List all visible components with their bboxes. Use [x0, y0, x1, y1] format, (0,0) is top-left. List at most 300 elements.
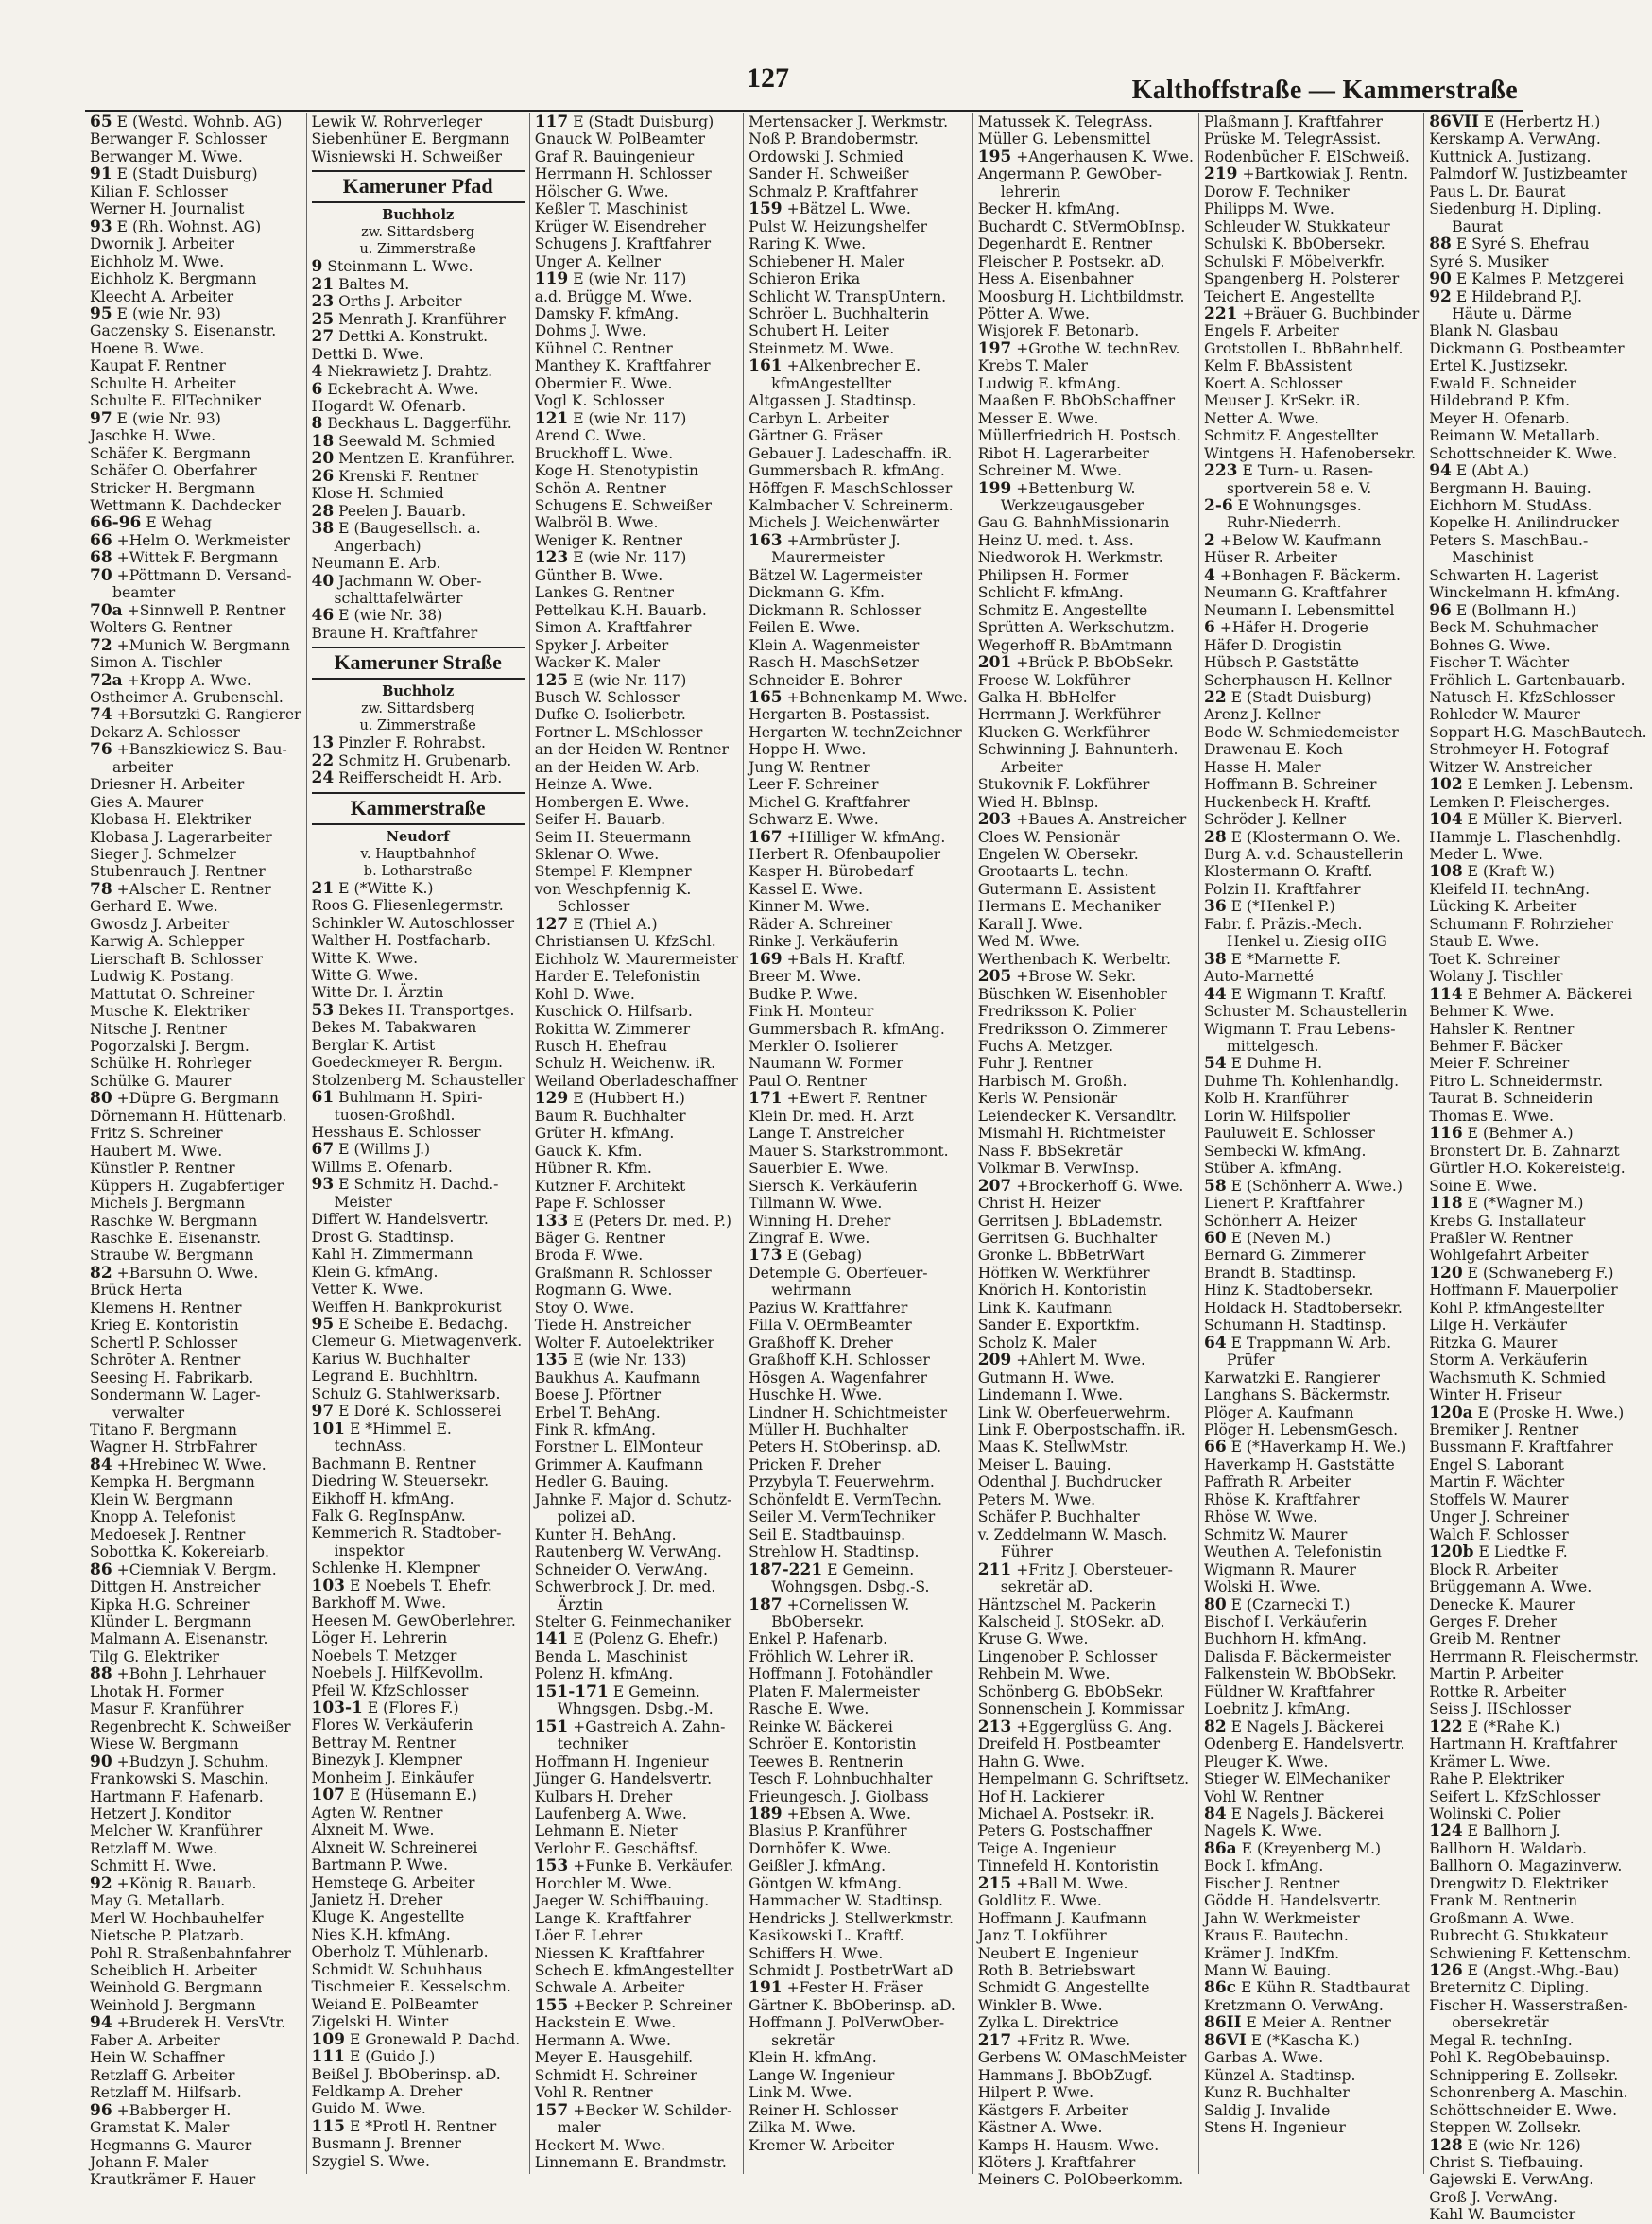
resident-entry: Hölscher G. Wwe.: [534, 182, 669, 200]
resident-entry: Jaschke H. Wwe.: [90, 427, 216, 445]
resident-entry: Wisjorek F. Betonarb.: [977, 322, 1140, 340]
house-number: 97: [90, 408, 112, 428]
house-entry: [1429, 602, 1646, 619]
resident-entry: Schreiner M. Wwe.: [977, 462, 1123, 480]
house-number: 88: [1429, 234, 1452, 254]
directory-column: [1423, 112, 1651, 2224]
resident-entry: Pötter A. Wwe.: [977, 304, 1090, 322]
house-entry-text: Reifferscheidt H. Arb.: [334, 769, 503, 787]
house-entry: [1204, 619, 1419, 636]
resident-entry: Tinnefeld H. Kontoristin: [977, 1857, 1159, 1875]
resident-entry: Hoffmann B. Schreiner: [1204, 776, 1377, 794]
resident-entry: Karall J. Wwe.: [977, 915, 1083, 933]
resident-entry: Barkhoff M. Wwe.: [311, 1595, 447, 1612]
resident-entry: Kelm F. BbAssistent: [1204, 357, 1352, 375]
house-number: 76: [90, 740, 112, 760]
resident-entry: Baum R. Buchhalter: [534, 1107, 686, 1125]
house-entry-text: +Helm O. Werkmeister: [112, 531, 290, 549]
resident-entry: Engel S. Laborant: [1429, 1456, 1564, 1474]
house-entry-text: Schmitz H. Grubenarb.: [334, 751, 512, 769]
house-entry-text: E Trappmann W. Arb.: [1226, 1334, 1392, 1352]
resident-entry: Raschke E. Eisenanstr.: [90, 1230, 262, 1247]
resident-entry: Noß P. Brandobermstr.: [749, 130, 919, 148]
resident-entry: Krautkrämer F. Hauer: [90, 2171, 256, 2189]
house-entry-text: +Becker W. Schilder-: [568, 2101, 732, 2119]
house-number: 157: [534, 2100, 569, 2120]
resident-entry: Pleuger K. Wwe.: [1204, 1752, 1329, 1770]
entry-continuation: tuosen-Großhdl.: [334, 1106, 456, 1124]
house-number: 135: [534, 1351, 569, 1371]
resident-entry: Plöger A. Kaufmann: [1204, 1404, 1354, 1422]
house-entry-text: E (Stadt Duisburg): [112, 165, 258, 183]
resident-entry: Schneider O. VerwAng.: [534, 1560, 708, 1578]
resident-entry: Gnauck W. PolBeamter: [534, 130, 705, 148]
resident-entry: Breternitz C. Dipling.: [1429, 1979, 1590, 1997]
resident-entry: Fortner L. MSchlosser: [534, 723, 703, 741]
entry-continuation: Führer: [1000, 1543, 1053, 1561]
house-entry-text: E (Polenz G. Ehefr.): [568, 1630, 719, 1648]
house-entry: [1429, 1125, 1646, 1142]
house-number: 46: [311, 606, 335, 626]
house-number: 125: [534, 670, 569, 690]
house-entry: [90, 2102, 301, 2119]
house-entry: [90, 2014, 301, 2031]
house-number: 209: [977, 1351, 1012, 1371]
resident-entry: Müller G. Lebensmittel: [977, 130, 1151, 148]
resident-entry: Walbröl B. Wwe.: [534, 514, 659, 532]
resident-entry: Schnippering E. Zollsekr.: [1429, 2066, 1619, 2084]
entry-continuation: sekretär aD.: [1000, 1578, 1093, 1596]
resident-entry: Knopp A. Telefonist: [90, 1509, 236, 1526]
house-entry: [90, 305, 301, 322]
house-entry: [312, 415, 525, 432]
house-entry-text: E (Abt A.): [1451, 462, 1530, 480]
resident-entry: Fröhlich W. Lehrer iR.: [749, 1647, 915, 1665]
resident-entry: Volkmar B. VerwInsp.: [977, 1160, 1140, 1178]
entry-continuation: Ruhr-Niederrh.: [1227, 514, 1342, 532]
house-entry: [312, 1403, 525, 1420]
house-number: 121: [534, 408, 569, 428]
entry-continuation: techniker: [557, 1735, 629, 1753]
house-entry-text: Bekes H. Transportges.: [334, 1001, 515, 1019]
house-number: 109: [311, 2029, 346, 2049]
resident-entry: Meier F. Schreiner: [1429, 1055, 1570, 1073]
resident-entry: Ostheimer A. Grubenschl.: [90, 688, 284, 706]
resident-entry: Stukovnik F. Lokführer: [977, 776, 1150, 794]
house-entry: [1204, 1230, 1419, 1247]
house-number: 86: [90, 1560, 112, 1579]
resident-entry: Tilg G. Elektriker: [90, 1647, 220, 1665]
resident-entry: Kalmbacher V. Schreinerm.: [749, 496, 954, 514]
resident-entry: Legrand E. Buchhltrn.: [311, 1368, 479, 1386]
resident-entry: Beißel J. BbOberinsp. aD.: [311, 2065, 501, 2083]
resident-entry: Teichert E. Angestellte: [1204, 287, 1375, 305]
resident-entry: Stieger W. ElMechaniker: [1204, 1770, 1390, 1788]
resident-entry: Hof H. Lackierer: [977, 1787, 1105, 1805]
house-entry: [978, 1178, 1194, 1195]
house-entry-text: E (Peters Dr. med. P.): [568, 1212, 732, 1230]
resident-entry: Horchler M. Wwe.: [534, 1874, 673, 1892]
resident-entry: Geißler J. kfmAng.: [749, 1857, 886, 1875]
house-entry: [978, 1875, 1194, 1892]
resident-entry: Ordowski J. Schmied: [749, 147, 903, 165]
house-number: 2: [1204, 530, 1215, 550]
resident-entry: Rhöse W. Wwe.: [1204, 1509, 1318, 1526]
house-number: 72: [90, 635, 112, 655]
house-entry: [312, 1699, 525, 1716]
resident-entry: Christ S. Tiefbauing.: [1429, 2154, 1584, 2172]
resident-entry: Bischof I. Verkäuferin: [1204, 1612, 1368, 1630]
resident-entry: von Weschpfennig K.: [534, 880, 692, 898]
entry-continuation: lehrerin: [1000, 182, 1061, 200]
resident-entry: Rasche E. Wwe.: [749, 1700, 869, 1718]
house-number: 187-221: [749, 1560, 823, 1579]
house-entry-text: E (Stadt Duisburg): [568, 113, 714, 130]
house-entry-text: +Alscher E. Rentner: [112, 880, 271, 898]
house-number: 129: [534, 1089, 569, 1109]
resident-entry: Huckenbeck H. Kraftf.: [1204, 793, 1372, 811]
resident-entry: Dickmann G. Postbeamter: [1429, 339, 1625, 357]
house-number: 86c: [1204, 1978, 1237, 1998]
resident-entry: Klemens H. Rentner: [90, 1299, 242, 1317]
house-entry-text: E (Behmer A.): [1462, 1125, 1574, 1143]
resident-entry: Ribot H. Lagerarbeiter: [977, 444, 1149, 462]
resident-entry: Sondermann W. Lager-: [90, 1387, 261, 1405]
house-entry: [749, 1979, 968, 1996]
house-entry-text: +Ball M. Wwe.: [1011, 1874, 1128, 1892]
resident-entry: Schmitz E. Angestellte: [977, 601, 1148, 619]
house-entry: [1204, 305, 1419, 322]
resident-entry: Hammje L. Flaschenhdlg.: [1429, 828, 1622, 846]
resident-entry: Praßler W. Rentner: [1429, 1230, 1573, 1247]
resident-entry: Bruckhoff L. Wwe.: [534, 444, 674, 462]
resident-entry: Schön A. Rentner: [534, 479, 666, 497]
resident-entry: Wolter F. Autoelektriker: [534, 1334, 715, 1352]
house-entry-text: +Ebsen A. Wwe.: [782, 1804, 911, 1822]
resident-entry: Hempelmann G. Schriftsetz.: [977, 1770, 1190, 1788]
resident-entry: Christ H. Heizer: [977, 1195, 1101, 1213]
resident-entry: Reiner H. Schlosser: [749, 2101, 898, 2119]
house-number: 155: [534, 1995, 569, 2015]
resident-entry: Pettelkau K.H. Bauarb.: [534, 601, 707, 619]
resident-entry: Jung W. Rentner: [749, 758, 870, 776]
resident-entry: Klein G. kfmAng.: [311, 1263, 439, 1281]
resident-entry: Soppart H.G. MaschBautech.: [1429, 723, 1647, 741]
resident-entry: Rahe P. Elektriker: [1429, 1770, 1564, 1788]
resident-entry: Retzlaff M. Hilfsarb.: [90, 2084, 242, 2102]
resident-entry: Filla V. OErmBeamter: [749, 1317, 912, 1335]
house-entry-text: E Turn- u. Rasen-: [1237, 462, 1373, 480]
resident-entry: Hein W. Schaffner: [90, 2049, 225, 2067]
resident-entry: Enkel P. Hafenarb.: [749, 1630, 888, 1648]
entry-continuation: BbObersekr.: [771, 1612, 865, 1630]
resident-entry: Syré S. Musiker: [1429, 252, 1549, 270]
house-number: 153: [534, 1856, 569, 1876]
resident-entry: Witte K. Wwe.: [311, 949, 419, 967]
resident-entry: Schlicht F. kfmAng.: [977, 584, 1124, 602]
resident-entry: Pfeil W. KfzSchlosser: [311, 1681, 469, 1699]
resident-entry: Walch F. Schlosser: [1429, 1526, 1569, 1543]
resident-entry: Gwosdz J. Arbeiter: [90, 915, 230, 933]
house-entry: [535, 1857, 738, 1874]
house-number: 66-96: [90, 513, 142, 533]
resident-entry: Schleuder W. Stukkateur: [1204, 217, 1390, 235]
house-entry-text: E Wigmann T. Kraftf.: [1226, 985, 1387, 1003]
street-location-note: zw. Sittardsberg: [361, 225, 475, 241]
resident-entry: Jaeger W. Schiffbauing.: [534, 1892, 710, 1910]
entry-continuation: wehrmann: [771, 1282, 852, 1300]
resident-entry: Kempka H. Bergmann: [90, 1474, 255, 1491]
resident-entry: Weinhold J. Bergmann: [90, 1996, 256, 2014]
resident-entry: Siedenburg H. Dipling.: [1429, 200, 1602, 218]
house-entry: [749, 829, 968, 846]
resident-entry: Kahl H. Zimmermann: [311, 1246, 473, 1264]
house-number: 66: [90, 530, 112, 550]
resident-entry: Dohms J. Wwe.: [534, 322, 646, 340]
house-entry-text: E (wie Nr. 126): [1462, 2136, 1581, 2154]
resident-entry: Hübner R. Kfm.: [534, 1160, 652, 1178]
entry-continuation: Arbeiter: [1000, 758, 1063, 776]
resident-entry: Koert A. Schlosser: [1204, 374, 1343, 392]
house-entry: [312, 328, 525, 345]
resident-entry: Lehmann E. Nieter: [534, 1822, 678, 1840]
resident-entry: Brück Herta: [90, 1282, 182, 1300]
resident-entry: Reimann W. Metallarb.: [1429, 427, 1600, 445]
resident-entry: Witte G. Wwe.: [311, 966, 419, 984]
resident-entry: Groß J. VerwAng.: [1429, 2188, 1557, 2206]
resident-entry: Lierschaft B. Schlosser: [90, 950, 263, 968]
resident-entry: Teige A. Ingenieur: [977, 1839, 1116, 1857]
resident-entry: Dekarz A. Schlosser: [90, 723, 240, 741]
resident-entry: Graßhoff K.H. Schlosser: [749, 1352, 930, 1370]
resident-entry: Leiendecker K. Versandltr.: [977, 1107, 1177, 1125]
house-entry-text: E (*Witte K.): [334, 879, 434, 897]
house-number: 9: [311, 257, 323, 277]
house-entry: [312, 293, 525, 310]
house-entry-text: +Borsutzki G. Rangierer: [112, 706, 301, 724]
resident-entry: Dettki B. Wwe.: [311, 345, 424, 363]
resident-entry: Gutmann H. Wwe.: [977, 1369, 1115, 1387]
house-number: 95: [311, 1315, 335, 1335]
resident-entry: Jahn W. Werkmeister: [1204, 1909, 1360, 1927]
house-number: 86II: [1204, 2013, 1242, 2033]
house-number: 111: [311, 2047, 346, 2067]
resident-entry: Natusch H. KfzSchlosser: [1429, 688, 1615, 706]
resident-entry: Schwinning J. Bahnunterh.: [977, 741, 1179, 759]
resident-entry: Herrmann H. Schlosser: [534, 165, 712, 183]
resident-entry: Schmidt H. Schreiner: [534, 2066, 697, 2084]
house-entry: [978, 654, 1194, 671]
entry-continuation: Prüfer: [1227, 1352, 1275, 1370]
resident-entry: Löer F. Lehrer: [534, 1927, 643, 1945]
house-entry-text: E (Hubbert H.): [568, 1090, 685, 1108]
house-number: 80: [1204, 1595, 1227, 1614]
house-number: 103-1: [311, 1698, 363, 1717]
resident-entry: Fleischer P. Postsekr. aD.: [977, 252, 1165, 270]
house-entry: [1204, 1840, 1419, 1857]
resident-entry: Schulski K. BbObersekr.: [1204, 235, 1385, 253]
resident-entry: Klünder L. Bergmann: [90, 1612, 251, 1630]
resident-entry: Martin P. Arbeiter: [1429, 1665, 1564, 1683]
resident-entry: Frank M. Rentnerin: [1429, 1892, 1578, 1910]
resident-entry: Zingraf E. Wwe.: [749, 1230, 870, 1247]
house-number: 92: [90, 1873, 112, 1893]
resident-entry: Sieger J. Schmelzer: [90, 846, 236, 864]
street-location-note: Buchholz: [382, 207, 455, 224]
resident-entry: Becker H. kfmAng.: [977, 200, 1121, 218]
house-entry: [312, 1002, 525, 1019]
house-number: 169: [749, 949, 783, 969]
resident-entry: Künstler P. Rentner: [90, 1160, 235, 1178]
resident-entry: Broda F. Wwe.: [534, 1247, 644, 1265]
resident-entry: Beck M. Schuhmacher: [1429, 619, 1598, 637]
resident-entry: Scheiblich H. Arbeiter: [90, 1962, 257, 1980]
house-number: 38: [311, 519, 335, 539]
resident-entry: Stempel F. Klempner: [534, 863, 692, 881]
resident-entry: Binezyk J. Klempner: [311, 1751, 462, 1769]
resident-entry: Goedeckmeyer R. Bergm.: [311, 1054, 503, 1072]
house-number: 8: [311, 414, 323, 434]
resident-entry: Bronstert Dr. B. Zahnarzt: [1429, 1142, 1620, 1160]
resident-entry: Gau G. BahnhMissionarin: [977, 514, 1170, 532]
entry-continuation: kfmAngestellter: [771, 374, 892, 392]
resident-entry: Buchardt C. StVermObInsp.: [977, 217, 1186, 235]
resident-entry: Heesen M. GewOberlehrer.: [311, 1612, 516, 1629]
directory-column: [529, 113, 743, 2174]
house-number: 116: [1429, 1124, 1463, 1144]
resident-entry: Leer F. Schreiner: [749, 776, 879, 794]
resident-entry: Wigmann T. Frau Lebens-: [1204, 1020, 1396, 1038]
resident-entry: Schmitz F. Angestellter: [1204, 427, 1378, 445]
resident-entry: Klostermann O. Kraftf.: [1204, 863, 1373, 881]
house-entry-text: +Bohn J. Lehrhauer: [112, 1665, 266, 1683]
street-heading: Kameruner Straße: [312, 647, 525, 680]
resident-entry: Niessen K. Kraftfahrer: [534, 1944, 705, 1962]
entry-continuation: maler: [557, 2119, 601, 2137]
resident-entry: Musche K. Elektriker: [90, 1003, 250, 1021]
house-number: 199: [977, 478, 1012, 498]
resident-entry: Grüter H. kfmAng.: [534, 1125, 675, 1143]
house-number: 60: [1204, 1229, 1227, 1248]
resident-entry: Sklenar O. Wwe.: [534, 846, 660, 864]
resident-entry: Plaßmann J. Kraftfahrer: [1204, 113, 1383, 130]
house-entry: [1204, 462, 1419, 479]
resident-entry: Weinhold G. Bergmann: [90, 1979, 263, 1997]
house-entry-text: E (*Kascha K.): [1246, 2031, 1360, 2049]
resident-entry: Witte Dr. I. Ärztin: [311, 984, 444, 1002]
resident-entry: Rodenbücher F. ElSchweiß.: [1204, 147, 1410, 165]
house-entry: [978, 811, 1194, 828]
resident-entry: Fritz S. Schreiner: [90, 1125, 223, 1143]
resident-entry: Wied H. Bblnsp.: [977, 793, 1099, 811]
resident-entry: Sprütten A. Werkschutzm.: [977, 619, 1175, 637]
street-location-note: v. Hauptbahnhof: [360, 846, 475, 862]
resident-entry: Damsky F. kfmAng.: [534, 304, 680, 322]
house-entry: [749, 689, 968, 706]
house-entry-text: Seewald M. Schmied: [334, 432, 496, 450]
resident-entry: Hoffmann H. Ingenieur: [534, 1752, 709, 1770]
resident-entry: Stelter G. Feinmechaniker: [534, 1612, 732, 1630]
house-entry: [535, 1997, 738, 2014]
house-entry-text: E Behmer A. Bäckerei: [1462, 985, 1633, 1003]
resident-entry: Kluge K. Angestellte: [311, 1908, 465, 1926]
house-entry: [1204, 532, 1419, 549]
resident-entry: Altgassen J. Stadtinsp.: [749, 392, 917, 410]
resident-entry: Bartmann P. Wwe.: [311, 1856, 448, 1874]
house-entry: [1204, 2014, 1419, 2031]
resident-entry: Blank N. Glasbau: [1429, 322, 1559, 340]
resident-entry: Zigelski H. Winter: [311, 2013, 449, 2031]
house-entry: [1204, 898, 1419, 915]
house-number: 161: [749, 356, 783, 376]
house-entry: [1429, 2137, 1646, 2154]
house-entry: [1429, 1718, 1646, 1735]
resident-entry: Schulte H. Arbeiter: [90, 374, 236, 392]
house-entry: [90, 1753, 301, 1770]
resident-entry: Schinkler W. Autoschlosser: [311, 914, 515, 932]
resident-entry: Maaßen F. BbObSchaffner: [977, 392, 1176, 410]
resident-entry: Schönberg G. BbObSekr.: [977, 1682, 1164, 1700]
house-entry-text: +Wittek F. Bergmann: [112, 549, 279, 567]
house-number: 126: [1429, 1961, 1463, 1981]
house-entry-text: Orths J. Arbeiter: [334, 293, 462, 311]
resident-entry: Wagner H. StrbFahrer: [90, 1439, 257, 1457]
resident-entry: Klobasa H. Elektriker: [90, 811, 251, 829]
resident-entry: Frankowski S. Maschin.: [90, 1770, 269, 1788]
house-entry-text: E Kalmes P. Metzgerei: [1451, 270, 1624, 288]
resident-entry: Kerskamp A. VerwAng.: [1429, 130, 1601, 148]
resident-entry: Hammacher W. Stadtinsp.: [749, 1892, 943, 1910]
resident-entry: Tischmeier E. Kesselschm.: [311, 1978, 511, 1996]
resident-entry: Bernard G. Zimmerer: [1204, 1247, 1366, 1265]
resident-entry: Gutermann E. Assistent: [977, 880, 1156, 898]
house-number: 66: [1204, 1438, 1227, 1457]
house-entry: [749, 1090, 968, 1107]
resident-entry: Schäfer P. Buchhalter: [977, 1509, 1140, 1526]
resident-entry: Grootaarts L. techn.: [977, 863, 1129, 881]
resident-entry: Seiss J. IISchlosser: [1429, 1700, 1571, 1718]
house-number: 22: [1204, 687, 1227, 707]
resident-entry: Titano F. Bergmann: [90, 1421, 237, 1439]
resident-entry: Gauck K. Kfm.: [534, 1142, 643, 1160]
house-entry-text: E (Willms J.): [334, 1141, 431, 1159]
resident-entry: Lorin W. Hilfspolier: [1204, 1107, 1350, 1125]
resident-entry: Peters S. MaschBau.-: [1429, 531, 1589, 549]
house-entry: [535, 2102, 738, 2119]
house-number: 114: [1429, 984, 1463, 1004]
resident-entry: Karwatzki E. Rangierer: [1204, 1369, 1380, 1387]
resident-entry: Keßler T. Maschinist: [534, 200, 688, 218]
resident-entry: Dörnemann H. Hüttenarb.: [90, 1107, 287, 1125]
resident-entry: Gärtner G. Fräser: [749, 427, 883, 445]
house-entry: [90, 1265, 301, 1282]
house-entry: [90, 514, 301, 531]
resident-entry: Raring K. Wwe.: [749, 235, 867, 253]
house-entry: [1204, 1596, 1419, 1613]
house-number: 25: [311, 309, 335, 329]
resident-entry: Krebs G. Installateur: [1429, 1212, 1586, 1230]
house-entry-text: Peelen J. Bauarb.: [334, 502, 467, 520]
resident-entry: Müller H. Buchhalter: [749, 1421, 908, 1439]
resident-entry: Rusch H. Ehefrau: [534, 1038, 668, 1056]
resident-entry: Meder L. Wwe.: [1429, 846, 1543, 864]
house-entry-text: E (Herbertz H.): [1478, 113, 1601, 130]
resident-entry: Gramstat K. Maler: [90, 2119, 230, 2137]
house-number: 207: [977, 1176, 1012, 1196]
house-entry-text: +Fester H. Fräser: [782, 1979, 923, 1997]
resident-entry: Megal R. technIng.: [1429, 2031, 1573, 2049]
resident-entry: Koge H. Stenotypistin: [534, 462, 699, 480]
